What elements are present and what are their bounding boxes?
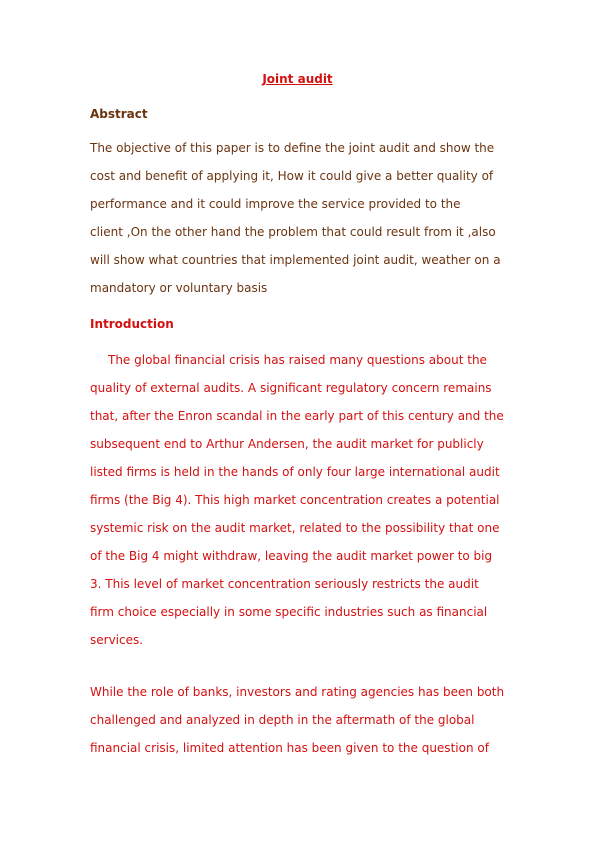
introduction-heading: Introduction: [90, 317, 174, 331]
text-line: that, after the Enron scandal in the early part of this century and the: [90, 409, 504, 423]
document-title: Joint audit: [262, 72, 333, 86]
text-line: The objective of this paper is to define the joint audit and show the: [90, 141, 495, 155]
text-line: client ,On the other hand the problem that could result from it ,also: [90, 225, 496, 239]
text-line: While the role of banks, investors and rating agencies has been both: [90, 685, 505, 699]
text-line: systemic risk on the audit market, related to the possibility that one: [90, 521, 500, 535]
text-line: financial crisis, limited attention has been given to the question of: [90, 741, 489, 755]
abstract-heading: Abstract: [90, 107, 148, 121]
text-line: subsequent end to Arthur Andersen, the audit market for publicly: [90, 437, 484, 451]
text-line: The global financial crisis has raised many questions about the: [108, 353, 487, 367]
text-line: firm choice especially in some specific industries such as financial: [90, 605, 488, 619]
crisis-paragraph: [90, 678, 520, 762]
text-line: firms (the Big 4). This high market concentration creates a potential: [90, 493, 500, 507]
abstract-paragraph: [90, 134, 520, 302]
text-line: of the Big 4 might withdraw, leaving the audit market power to big: [90, 549, 493, 563]
text-line: cost and benefit of applying it, How it could give a better quality of: [90, 169, 494, 183]
introduction-paragraph: [90, 346, 520, 654]
text-line: performance and it could improve the service provided to the: [90, 197, 461, 211]
text-line: 3. This level of market concentration seriously restricts the audit: [90, 577, 479, 591]
text-line: quality of external audits. A significant regulatory concern remains: [90, 381, 492, 395]
text-line: services.: [90, 633, 144, 647]
text-line: mandatory or voluntary basis: [90, 281, 268, 295]
text-line: challenged and analyzed in depth in the aftermath of the global: [90, 713, 475, 727]
text-line: will show what countries that implemented joint audit, weather on a: [90, 253, 501, 267]
text-line: listed firms is held in the hands of only four large international audit: [90, 465, 500, 479]
